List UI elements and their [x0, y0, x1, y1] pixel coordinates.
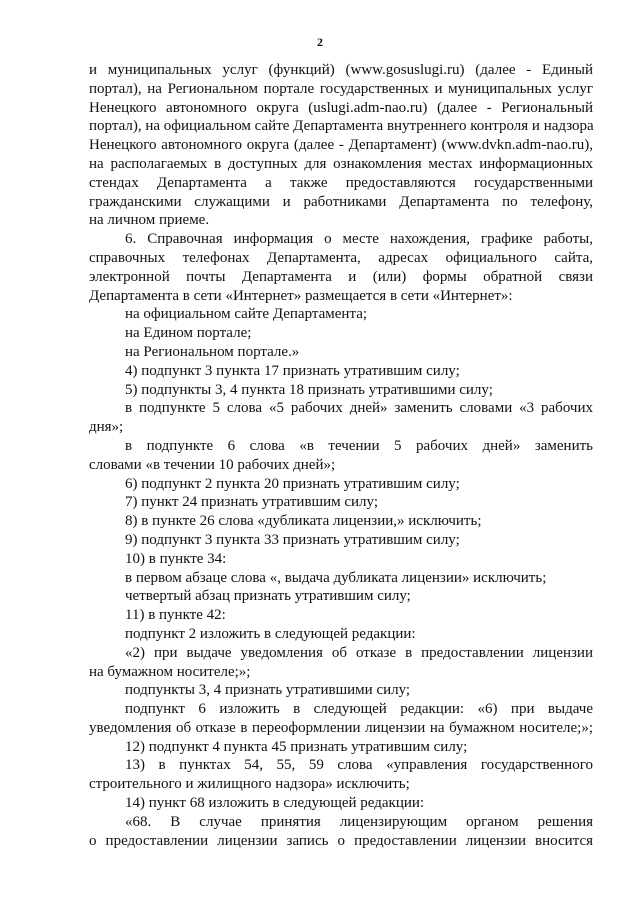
- text-line: электронной почты Департамента и (или) формы обратной связи: [89, 268, 593, 285]
- text-line: справочных телефонах Департамента, адресах официального сайта,: [89, 249, 593, 266]
- document-body: [89, 61, 593, 850]
- text-line: портал), на Региональном портале государственных и муниципальных услуг: [89, 80, 593, 97]
- text-line: подпункт 2 изложить в следующей редакции:: [125, 625, 416, 642]
- text-line: 11) в пункте 42:: [125, 607, 226, 624]
- text-line: на Едином портале;: [125, 325, 252, 342]
- text-line: о предоставлении лицензии запись о предоставлении лицензии вносится: [89, 832, 593, 849]
- text-line: строительного и жилищного надзора» исключить;: [89, 776, 410, 793]
- text-line: 7) пункт 24 признать утратившим силу;: [125, 494, 379, 511]
- text-line: в первом абзаце слова «, выдача дубликата лицензии» исключить;: [125, 569, 547, 586]
- text-line: на Региональном портале.»: [125, 343, 300, 360]
- text-line: словами «в течении 10 рабочих дней»;: [89, 456, 336, 473]
- text-line: 10) в пункте 34:: [125, 550, 227, 567]
- text-line: «68. В случае принятия лицензирующим органом решения: [125, 813, 593, 830]
- text-line: 4) подпункт 3 пункта 17 признать утратившим силу;: [125, 362, 460, 379]
- text-line: 6) подпункт 2 пункта 20 признать утратившим силу;: [125, 475, 460, 492]
- text-line: на личном приеме.: [89, 212, 210, 229]
- text-line: Департамента в сети «Интернет» размещается в сети «Интернет»:: [89, 287, 513, 304]
- text-line: гражданскими служащими и работниками Департамента по телефону,: [89, 193, 593, 210]
- text-line: на бумажном носителе;»;: [89, 663, 251, 680]
- text-line: 9) подпункт 3 пункта 33 признать утратившим силу;: [125, 531, 460, 548]
- text-line: «2) при выдаче уведомления об отказе в предоставлении лицензии: [125, 644, 593, 661]
- text-line: четвертый абзац признать утратившим силу;: [125, 588, 411, 605]
- text-line: стендах Департамента а также предоставляются государственными: [89, 174, 593, 191]
- page-number: 2: [317, 35, 323, 49]
- text-line: 6. Справочная информация о месте нахождения, графике работы,: [125, 231, 593, 248]
- text-line: на официальном сайте Департамента;: [125, 306, 368, 323]
- text-line: и муниципальных услуг (функций) (www.gosuslugi.ru) (далее - Единый: [89, 62, 593, 78]
- text-line: Ненецкого автономного округа (далее - Департамент) (www.dvkn.adm-nao.ru),: [89, 137, 593, 154]
- text-line: Ненецкого автономного округа (uslugi.adm-nao.ru) (далее - Региональный: [89, 99, 593, 116]
- text-line: портал), на официальном сайте Департамента внутреннего контроля и надзора: [89, 118, 594, 135]
- text-line: 8) в пункте 26 слова «дубликата лицензии,» исключить;: [125, 513, 482, 530]
- text-line: 13) в пунктах 54, 55, 59 слова «управления государственного: [125, 757, 593, 774]
- text-line: 12) подпункт 4 пункта 45 признать утратившим силу;: [125, 738, 468, 755]
- text-line: 5) подпункты 3, 4 пункта 18 признать утратившими силу;: [125, 381, 493, 398]
- text-line: в подпункте 5 слова «5 рабочих дней» заменить словами «3 рабочих: [125, 400, 593, 417]
- text-line: в подпункте 6 слова «в течении 5 рабочих дней» заменить: [125, 437, 593, 454]
- text-line: 14) пункт 68 изложить в следующей редакции:: [125, 795, 425, 812]
- text-line: на располагаемых в доступных для ознакомления местах информационных: [89, 155, 593, 172]
- text-line: подпункты 3, 4 признать утратившими силу;: [125, 682, 411, 699]
- text-line: уведомления об отказе в переоформлении лицензии на бумажном носителе;»;: [89, 719, 593, 736]
- text-line: подпункт 6 изложить в следующей редакции: «6) при выдаче: [125, 701, 593, 718]
- text-line: дня»;: [89, 419, 124, 436]
